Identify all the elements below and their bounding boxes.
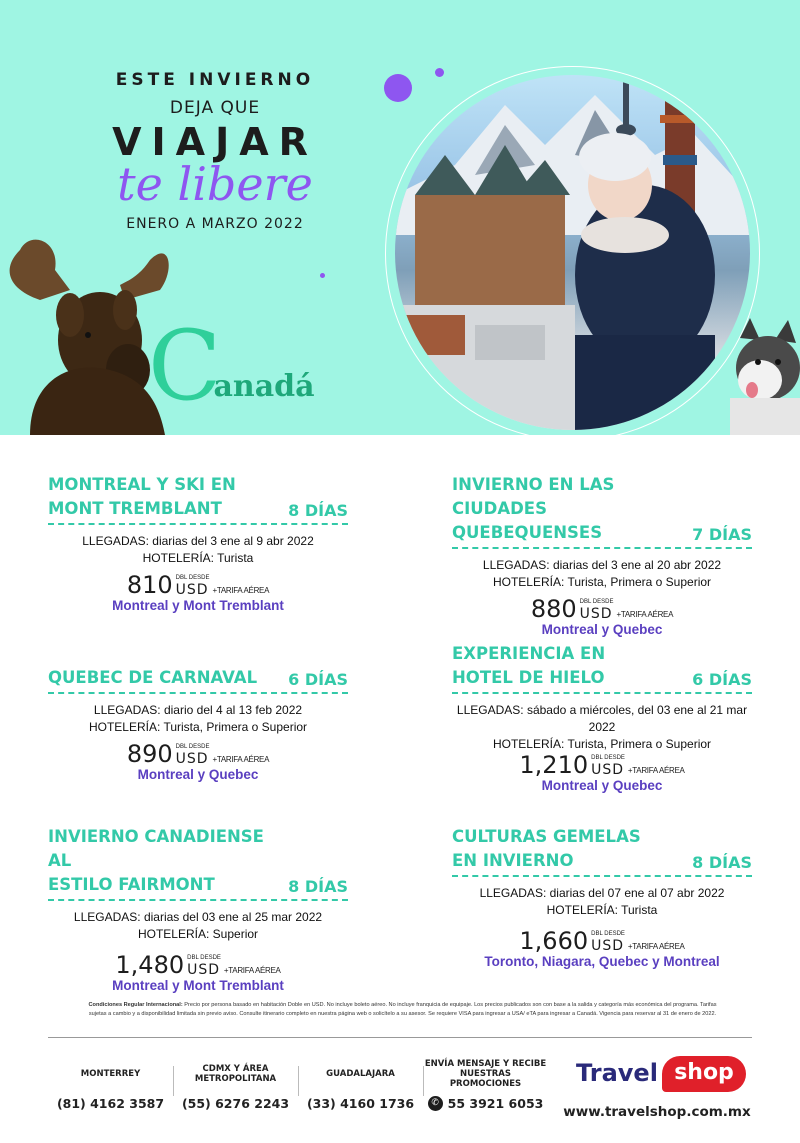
- package-title-line: INVIERNO CANADIENSE AL: [48, 827, 264, 870]
- brand-shop: shop: [662, 1056, 746, 1092]
- package-arrivals: [452, 557, 752, 574]
- price-currency-block: [591, 754, 625, 777]
- arrivals-value: sábado a miércoles, del 03 ene al 21 mar 2022: [526, 703, 748, 734]
- package-arrivals: [452, 702, 752, 736]
- package-details: [48, 909, 348, 943]
- package-header: [452, 825, 752, 877]
- price-airfare-note: +TARIFA AÉREA: [627, 942, 685, 951]
- hotels-label: HOTELERÍA:: [142, 551, 214, 565]
- terms-label: Condiciones Regular Internacional:: [88, 1002, 183, 1008]
- package-price: [48, 573, 348, 597]
- package-title: [48, 473, 236, 521]
- hotels-label: HOTELERÍA:: [137, 927, 210, 941]
- price-amount: 1,660: [519, 927, 589, 955]
- price-airfare-note: +TARIFA AÉREA: [212, 586, 270, 595]
- price-currency: USD: [591, 762, 625, 778]
- hotels-label: HOTELERÍA:: [546, 903, 618, 917]
- office-phone-number: (33) 4160 1736: [306, 1096, 415, 1111]
- package-card: [452, 473, 752, 637]
- website-link[interactable]: www.travelshop.com.mx: [563, 1104, 751, 1120]
- footer-divider: [48, 1037, 752, 1038]
- price-currency: USD: [187, 962, 221, 978]
- price-amount: 810: [126, 571, 173, 599]
- hotels-label: HOTELERÍA:: [492, 737, 565, 751]
- package-arrivals: [48, 533, 348, 550]
- package-header: [48, 666, 348, 694]
- package-route: Montreal y Mont Tremblant: [112, 978, 284, 993]
- travelshop-logo[interactable]: [570, 1056, 750, 1096]
- headline-line-2: DEJA QUE: [169, 98, 261, 118]
- contact-footer: [48, 1059, 548, 1122]
- package-hotels: [48, 550, 348, 567]
- arrivals-value: diarias del 03 ene al 25 mar 2022: [143, 910, 323, 924]
- package-title: [48, 825, 288, 897]
- office-label: ENVÍA MENSAJE Y RECIBE NUESTRAS PROMOCIONES: [424, 1059, 547, 1089]
- hotels-value: Turista: [217, 551, 254, 565]
- package-route: Toronto, Niagara, Quebec y Montreal: [484, 954, 720, 969]
- price-dbl-label: DBL DESDE: [591, 755, 625, 761]
- arrivals-value: diarias del 3 ene al 20 abr 2022: [552, 558, 722, 572]
- terms-conditions: [85, 1001, 720, 1018]
- price-airfare-note: +TARIFA AÉREA: [223, 966, 281, 975]
- price-currency-block: [591, 930, 625, 953]
- price-currency-block: [176, 574, 210, 597]
- package-title-line: QUEBEQUENSES: [452, 523, 603, 542]
- package-title: [452, 642, 605, 690]
- whatsapp-number: 55 3921 6053: [447, 1096, 544, 1111]
- office-monterrey: [48, 1062, 173, 1122]
- package-title-line: QUEBEC DE CARNAVAL: [48, 668, 258, 687]
- arrivals-label: LLEGADAS:: [93, 703, 161, 717]
- package-days: 8 DÍAS: [692, 853, 752, 872]
- package-header: [48, 473, 348, 525]
- office-guadalajara: [298, 1062, 423, 1122]
- arrivals-label: LLEGADAS:: [73, 910, 141, 924]
- whatsapp-contact: [423, 1059, 548, 1122]
- package-title-line: HOTEL DE HIELO: [452, 668, 605, 687]
- package-arrivals: [452, 885, 752, 902]
- canada-photo-collage: [395, 75, 750, 430]
- office-phone[interactable]: [48, 1096, 173, 1111]
- price-amount: 880: [530, 595, 577, 623]
- price-airfare-note: +TARIFA AÉREA: [616, 610, 674, 619]
- package-price: [452, 929, 752, 953]
- price-airfare-note: +TARIFA AÉREA: [212, 755, 270, 764]
- hotels-value: Turista, Primera o Superior: [163, 720, 308, 734]
- arrivals-label: LLEGADAS:: [479, 886, 547, 900]
- hotels-value: Turista, Primera o Superior: [567, 575, 712, 589]
- package-days: 8 DÍAS: [288, 501, 348, 520]
- package-title-line: CULTURAS GEMELAS: [452, 827, 641, 846]
- package-details: [452, 702, 752, 753]
- decorative-dot: [384, 74, 412, 102]
- price-dbl-label: DBL DESDE: [175, 575, 210, 581]
- package-price: [48, 953, 348, 977]
- package-price: [48, 742, 348, 766]
- price-dbl-label: DBL DESDE: [187, 955, 221, 961]
- package-title: [452, 473, 692, 545]
- price-amount: 1,210: [519, 751, 589, 779]
- price-currency: USD: [591, 938, 625, 954]
- price-currency: USD: [175, 582, 209, 598]
- package-hotels: [452, 574, 752, 591]
- package-title: [48, 666, 257, 690]
- collage-illustration: [395, 75, 750, 430]
- package-details: [48, 702, 348, 736]
- arrivals-label: LLEGADAS:: [82, 534, 149, 548]
- package-route: Montreal y Quebec: [541, 622, 663, 637]
- office-label: MONTERREY: [80, 1069, 141, 1079]
- package-days: 6 DÍAS: [692, 670, 752, 689]
- package-card: [48, 473, 348, 613]
- price-currency-block: [187, 954, 221, 977]
- price-currency: USD: [579, 606, 613, 622]
- office-phone[interactable]: [173, 1096, 298, 1111]
- hotels-value: Turista, Primera o Superior: [567, 737, 712, 751]
- office-phone[interactable]: [298, 1096, 423, 1111]
- package-price: [452, 753, 752, 777]
- package-header: [452, 642, 752, 694]
- decorative-dot: [320, 273, 325, 278]
- package-details: [452, 885, 752, 919]
- headline-line-4: te libere: [117, 157, 313, 211]
- office-phone-number: (81) 4162 3587: [56, 1096, 165, 1111]
- headline-line-3: VIAJAR: [112, 120, 318, 164]
- price-currency-block: [580, 598, 614, 621]
- price-dbl-label: DBL DESDE: [175, 744, 210, 750]
- package-hotels: [452, 736, 752, 753]
- headline-dates: ENERO A MARZO 2022: [126, 216, 304, 232]
- price-airfare-note: +TARIFA AÉREA: [627, 766, 685, 775]
- package-arrivals: [48, 909, 348, 926]
- package-hotels: [48, 926, 348, 943]
- hero-banner: [0, 0, 800, 435]
- arrivals-label: LLEGADAS:: [456, 703, 524, 717]
- price-dbl-label: DBL DESDE: [579, 599, 614, 605]
- hotels-value: Turista: [621, 903, 658, 917]
- office-phone-number: (55) 6276 2243: [181, 1096, 290, 1111]
- package-title: [452, 825, 641, 873]
- office-cdmx: [173, 1062, 298, 1122]
- package-header: [48, 825, 348, 901]
- hero-headline: [80, 70, 350, 232]
- package-hotels: [452, 902, 752, 919]
- arrivals-label: LLEGADAS:: [482, 558, 550, 572]
- terms-text: Precio por persona basado en habitación Doble en USD. No incluye boleto aéreo. No incluye franquicia de equipaje. Los precios publicados son con base a la salida y categoría más económica del programa. Tarifas sujetas a cambio y a disponibilidad limitada sin previo aviso. Consulte itinerario completo en nuestra página web o solicítelo a su asesor. Se requiere VISA para ingresar a USA/ eTA para ingresar a Canadá. Vigencia para reservar al 31 de enero de 2022.: [88, 1002, 717, 1017]
- package-title-line: MONTREAL Y SKI EN: [48, 475, 236, 494]
- arrivals-value: diario del 4 al 13 feb 2022: [163, 703, 303, 717]
- canada-rest: anadá: [213, 369, 315, 404]
- package-days: 6 DÍAS: [288, 670, 348, 689]
- arrivals-value: diarias del 3 ene al 9 abr 2022: [152, 534, 314, 548]
- brand-travel: Travel: [576, 1059, 658, 1087]
- canada-logo: [148, 310, 315, 422]
- package-title-line: EN INVIERNO: [452, 851, 574, 870]
- package-card: [48, 666, 348, 782]
- package-header: [452, 473, 752, 549]
- package-hotels: [48, 719, 348, 736]
- office-label: GUADALAJARA: [326, 1069, 395, 1079]
- hotels-label: HOTELERÍA:: [88, 720, 161, 734]
- package-card: [452, 642, 752, 793]
- price-amount: 890: [126, 740, 173, 768]
- package-details: [48, 533, 348, 567]
- package-title-line: ESTILO FAIRMONT: [48, 875, 215, 894]
- package-title-line: MONT TREMBLANT: [48, 499, 222, 518]
- package-card: [452, 825, 752, 969]
- decorative-dot: [435, 68, 444, 77]
- whatsapp-icon: ✆: [428, 1096, 443, 1111]
- hotels-value: Superior: [212, 927, 259, 941]
- price-dbl-label: DBL DESDE: [591, 931, 625, 937]
- husky-illustration: [730, 318, 800, 435]
- arrivals-value: diarias del 07 ene al 07 abr 2022: [549, 886, 725, 900]
- price-amount: 1,480: [115, 951, 185, 979]
- package-route: Montreal y Mont Tremblant: [112, 598, 284, 613]
- whatsapp-phone[interactable]: [423, 1096, 548, 1111]
- hotels-label: HOTELERÍA:: [492, 575, 565, 589]
- canada-initial: C: [148, 310, 222, 422]
- package-title-line: INVIERNO EN LAS CIUDADES: [452, 475, 615, 518]
- package-days: 7 DÍAS: [692, 525, 752, 544]
- package-arrivals: [48, 702, 348, 719]
- headline-line-1: ESTE INVIERNO: [115, 70, 315, 90]
- office-label: CDMX Y ÁREA METROPOLITANA: [194, 1064, 277, 1084]
- price-currency-block: [176, 743, 210, 766]
- package-card: [48, 825, 348, 993]
- package-price: [452, 597, 752, 621]
- package-days: 8 DÍAS: [288, 877, 348, 896]
- package-title-line: EXPERIENCIA EN: [452, 644, 606, 663]
- price-currency: USD: [175, 751, 209, 767]
- package-route: Montreal y Quebec: [541, 778, 663, 793]
- package-details: [452, 557, 752, 591]
- package-route: Montreal y Quebec: [137, 767, 259, 782]
